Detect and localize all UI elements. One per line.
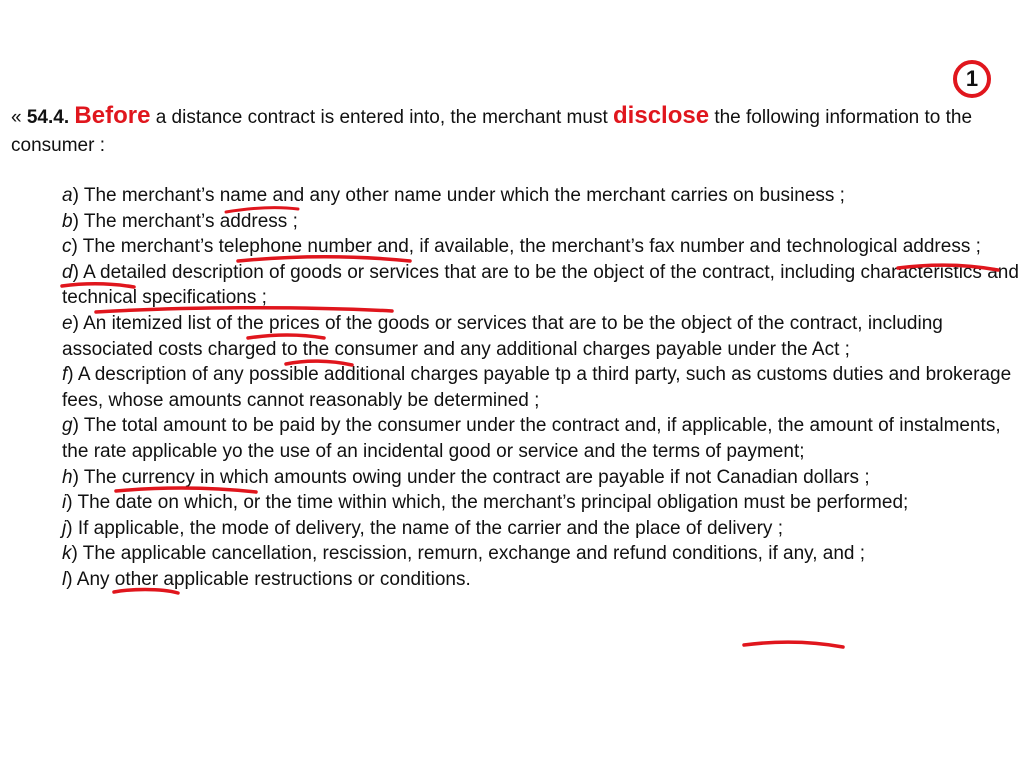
item-text: ) The date on which, or the time within which, the merchant’s principal obligation must be performed; <box>66 492 909 514</box>
item-letter: k <box>62 543 72 565</box>
disclosure-list <box>62 183 1022 593</box>
slide-number-badge <box>953 60 991 98</box>
item-text: ) The merchant’s name and any other name under which the merchant carries on business ; <box>72 185 845 206</box>
open-quote: « <box>11 107 22 128</box>
list-item <box>62 567 1022 593</box>
list-item <box>62 362 1022 413</box>
list-item <box>62 465 1022 491</box>
item-text: ) The merchant’s telephone number and, if available, the merchant’s fax number and technological address ; <box>71 236 981 258</box>
item-letter: d <box>62 261 73 283</box>
item-letter: c <box>62 236 72 258</box>
intro-text-1: a distance contract is entered into, the merchant must <box>150 107 614 128</box>
list-item <box>62 516 1022 542</box>
item-text: ) The total amount to be paid by the consumer under the contract and, if applicable, the amount of instalments, the rate applicable yo the use of an incidental good or service and the terms of payment; <box>62 415 1001 462</box>
item-text: ) The applicable cancellation, rescission, remurn, exchange and refund conditions, if any, and ; <box>71 543 866 565</box>
section-number: 54.4. <box>26 107 70 128</box>
emphasis-disclose: disclose <box>613 102 710 129</box>
item-text: ) If applicable, the mode of delivery, the name of the carrier and the place of delivery ; <box>66 517 783 539</box>
item-letter: i <box>62 492 67 514</box>
item-letter: a <box>62 185 73 206</box>
list-item <box>62 183 1022 209</box>
item-letter: l <box>62 568 67 590</box>
item-text: ) Any other applicable restructions or conditions. <box>66 568 471 590</box>
item-text: ) A detailed description of goods or services that are to be the object of the contract, including characteristics and technical specifications ; <box>62 261 1019 309</box>
item-text: ) The currency in which amounts owing under the contract are payable if not Canadian dollars ; <box>72 466 870 488</box>
list-item <box>62 541 1022 567</box>
item-letter: e <box>62 312 73 334</box>
item-text: ) A description of any possible additional charges payable tp a third party, such as customs duties and brokerage fees, whose amounts cannot reasonably be determined ; <box>62 364 1012 411</box>
item-letter: j <box>62 517 67 539</box>
list-item <box>62 260 1022 311</box>
list-item <box>62 234 1022 260</box>
emphasis-before: Before <box>74 102 151 129</box>
list-item <box>62 490 1022 516</box>
item-text: ) The merchant’s address ; <box>72 210 298 232</box>
item-text: ) An itemized list of the prices of the goods or services that are to be the object of the contract, including associated costs charged to the consumer and any additional charges payable under the Act ; <box>62 312 943 360</box>
item-letter: b <box>62 210 73 232</box>
badge-number: 1 <box>965 66 979 91</box>
list-item <box>62 209 1022 235</box>
intro-text-2: the following information to the consumer : <box>11 107 973 156</box>
intro-paragraph <box>11 102 1011 160</box>
item-letter: f <box>62 364 68 386</box>
underline-conditions <box>744 642 843 647</box>
list-item <box>62 311 1022 362</box>
item-letter: h <box>62 466 73 488</box>
item-letter: g <box>62 415 73 437</box>
list-item <box>62 413 1022 464</box>
